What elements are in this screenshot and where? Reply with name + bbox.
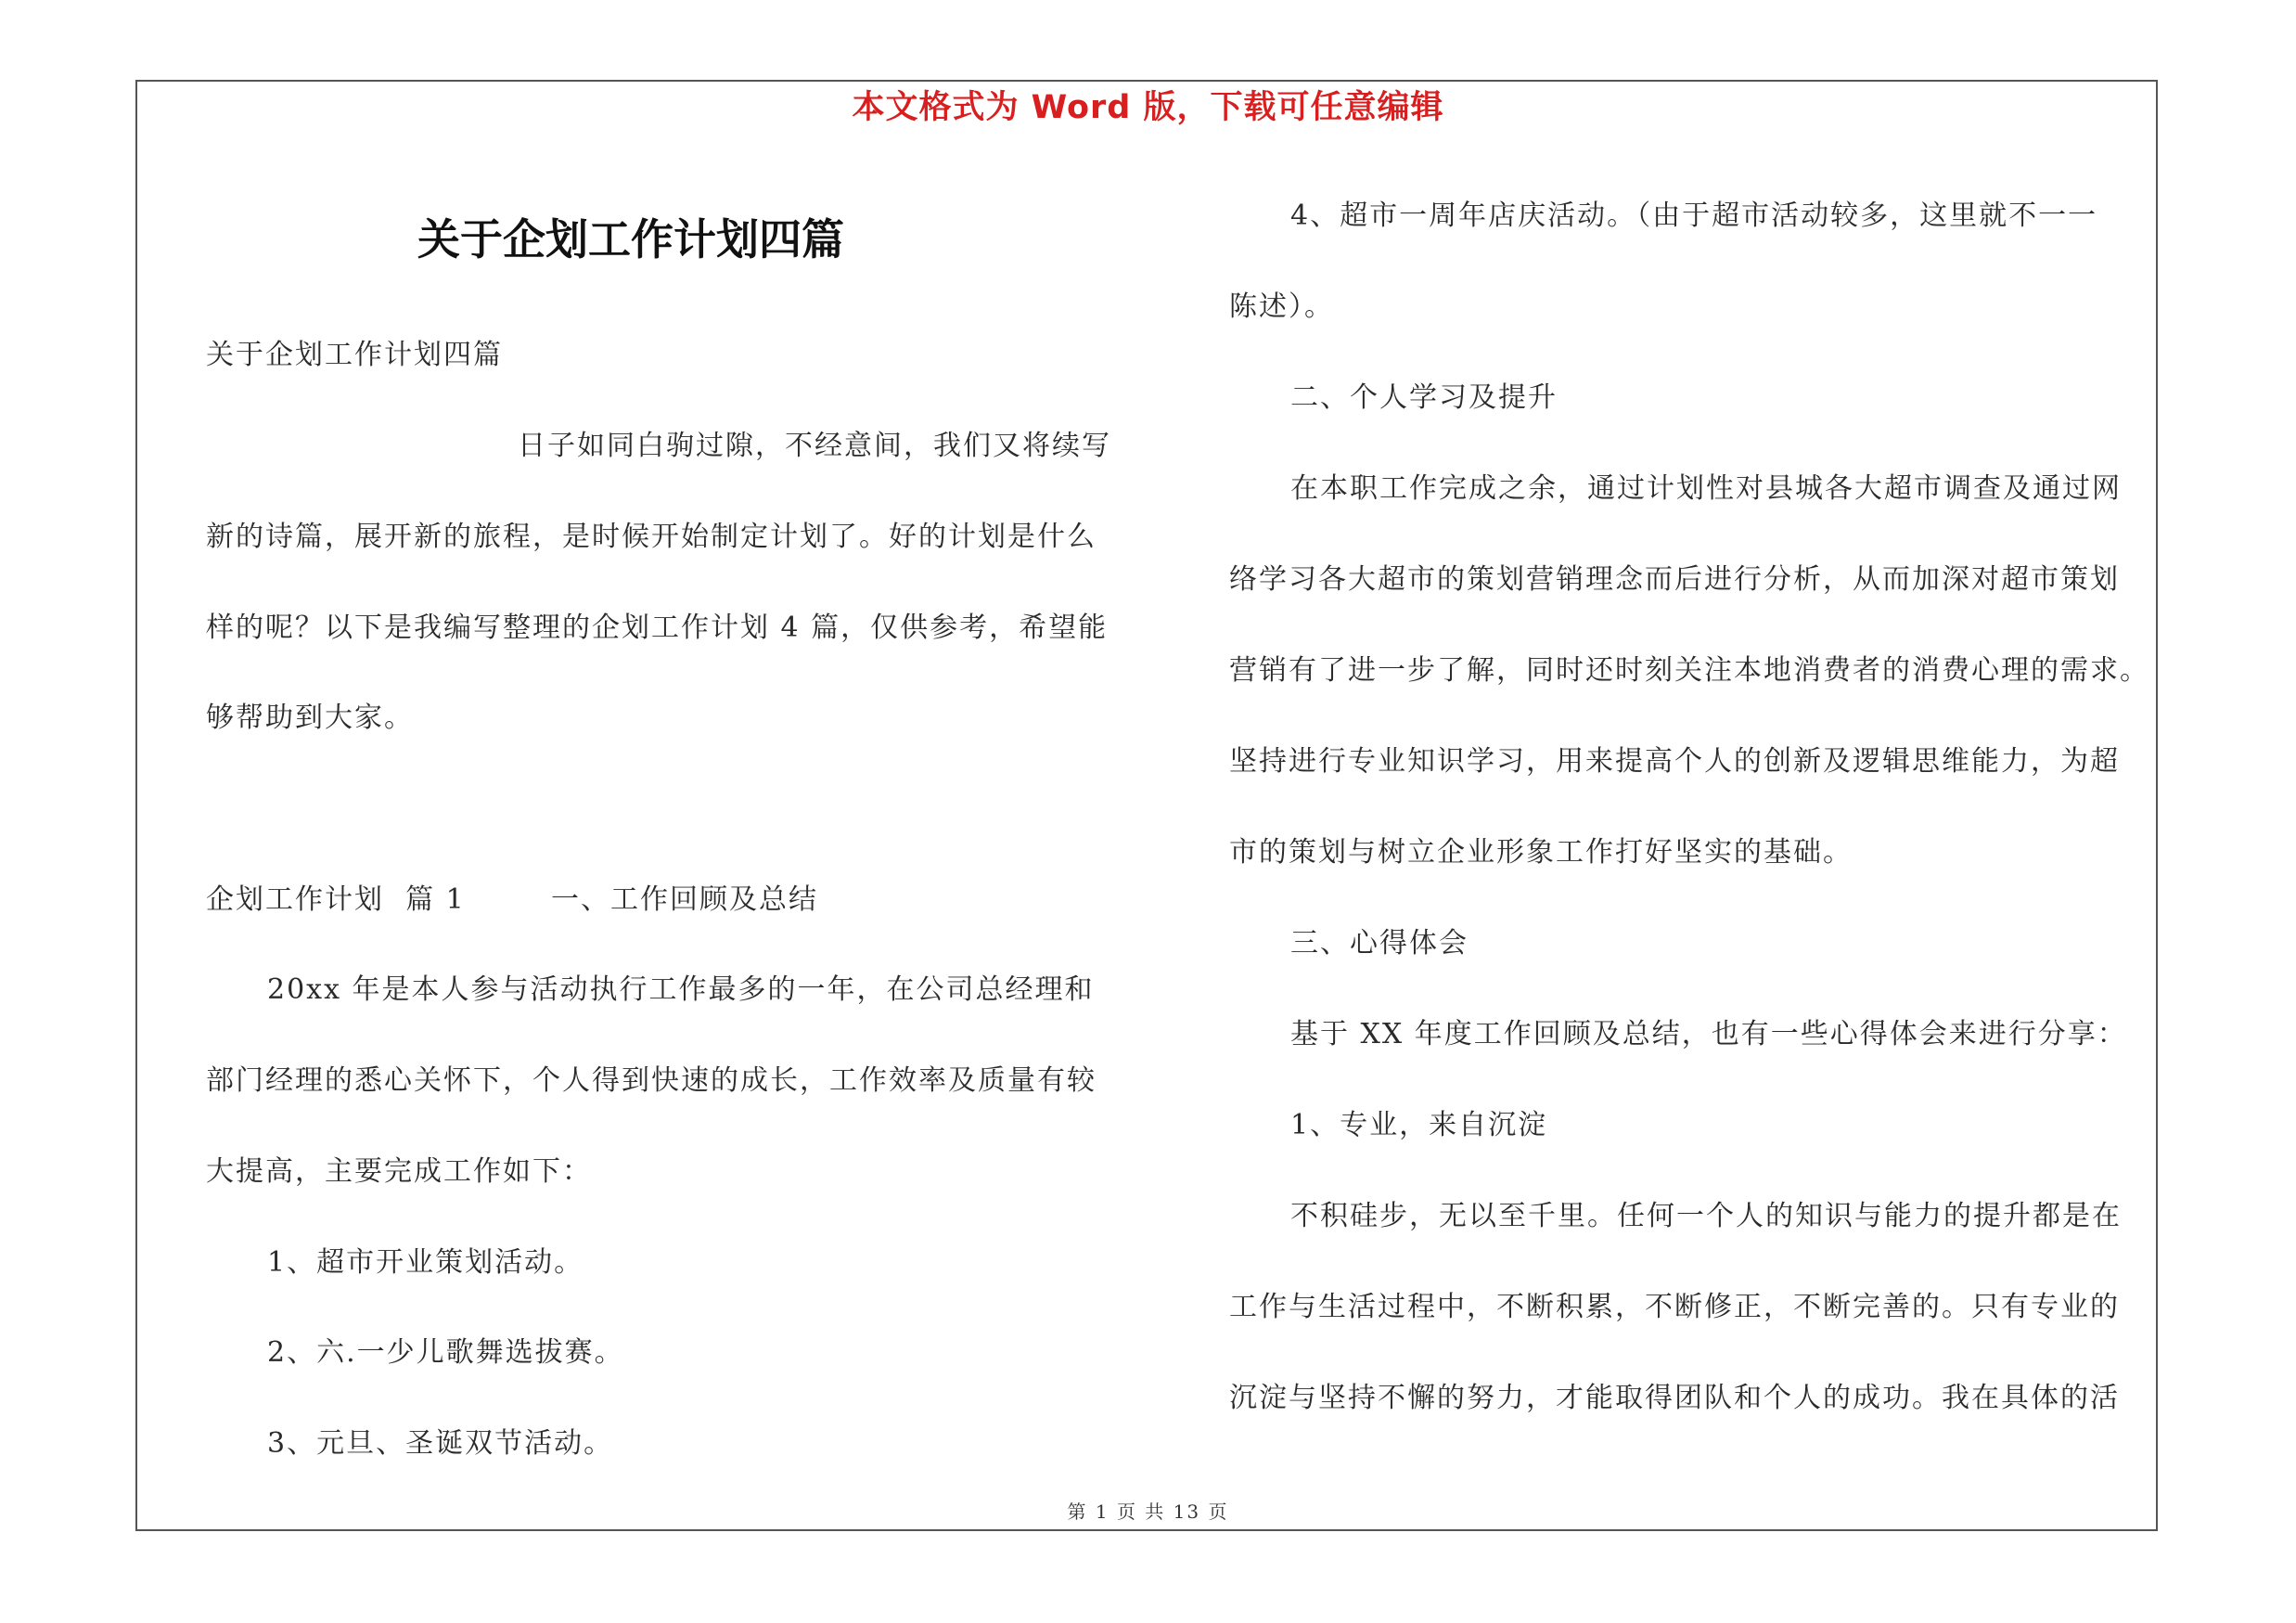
- paragraph-line: 样的呢？以下是我编写整理的企划工作计划 4 篇，仅供参考，希望能: [206, 612, 1109, 644]
- page-footer: 第 1 页 共 13 页: [1067, 1501, 1229, 1523]
- paragraph-line: 工作与生活过程中，不断积累，不断修正，不断完善的。只有专业的: [1229, 1291, 2120, 1323]
- paragraph-line: 日子如同白驹过隙，不经意间，我们又将续写: [518, 430, 1111, 462]
- paragraph-line: 陈述）。: [1229, 290, 1334, 323]
- subsection-heading: 1、专业，来自沉淀: [1290, 1109, 1548, 1141]
- paragraph-line: 不积硅步，无以至千里。任何一个人的知识与能力的提升都是在: [1290, 1200, 2122, 1232]
- list-item: 1、超市开业策划活动。: [267, 1246, 584, 1279]
- paragraph-line: 络学习各大超市的策划营销理念而后进行分析，从而加深对超市策划: [1229, 563, 2120, 596]
- paragraph-line: 沉淀与坚持不懈的努力，才能取得团队和个人的成功。我在具体的活: [1229, 1382, 2120, 1414]
- paragraph-line: 坚持进行专业知识学习，用来提高个人的创新及逻辑思维能力，为超: [1229, 745, 2120, 778]
- section-heading: 二、个人学习及提升: [1290, 381, 1558, 414]
- paragraph-line: 营销有了进一步了解，同时还时刻关注本地消费者的消费心理的需求。: [1229, 654, 2149, 687]
- paragraph-line: 大提高，主要完成工作如下：: [206, 1155, 592, 1188]
- paragraph-line: 基于 XX 年度工作回顾及总结，也有一些心得体会来进行分享：: [1290, 1018, 2127, 1050]
- paragraph-line: 市的策划与树立企业形象工作打好坚实的基础。: [1229, 836, 1853, 869]
- document-title: 关于企划工作计划四篇: [417, 214, 844, 264]
- section-heading: 三、心得体会: [1290, 927, 1469, 960]
- list-item: 4、超市一周年店庆活动。（由于超市活动较多，这里就不一一: [1290, 200, 2098, 232]
- paragraph-line: 在本职工作完成之余，通过计划性对县城各大超市调查及通过网: [1290, 472, 2122, 505]
- paragraph-line: 20xx 年是本人参与活动执行工作最多的一年，在公司总经理和: [267, 973, 1095, 1006]
- list-item: 3、元旦、圣诞双节活动。: [267, 1427, 614, 1460]
- paragraph-line: 部门经理的悉心关怀下，个人得到快速的成长，工作效率及质量有较: [206, 1064, 1097, 1097]
- paragraph-line: 新的诗篇，展开新的旅程，是时候开始制定计划了。好的计划是什么: [206, 521, 1097, 553]
- subtitle-line: 关于企划工作计划四篇: [206, 339, 503, 371]
- download-banner: 本文格式为 Word 版，下载可任意编辑: [852, 89, 1444, 126]
- list-item: 2、六.一少儿歌舞选拔赛。: [267, 1336, 624, 1369]
- paragraph-line: 够帮助到大家。: [206, 702, 414, 734]
- section-heading: 企划工作计划 篇 1 一、工作回顾及总结: [206, 883, 818, 916]
